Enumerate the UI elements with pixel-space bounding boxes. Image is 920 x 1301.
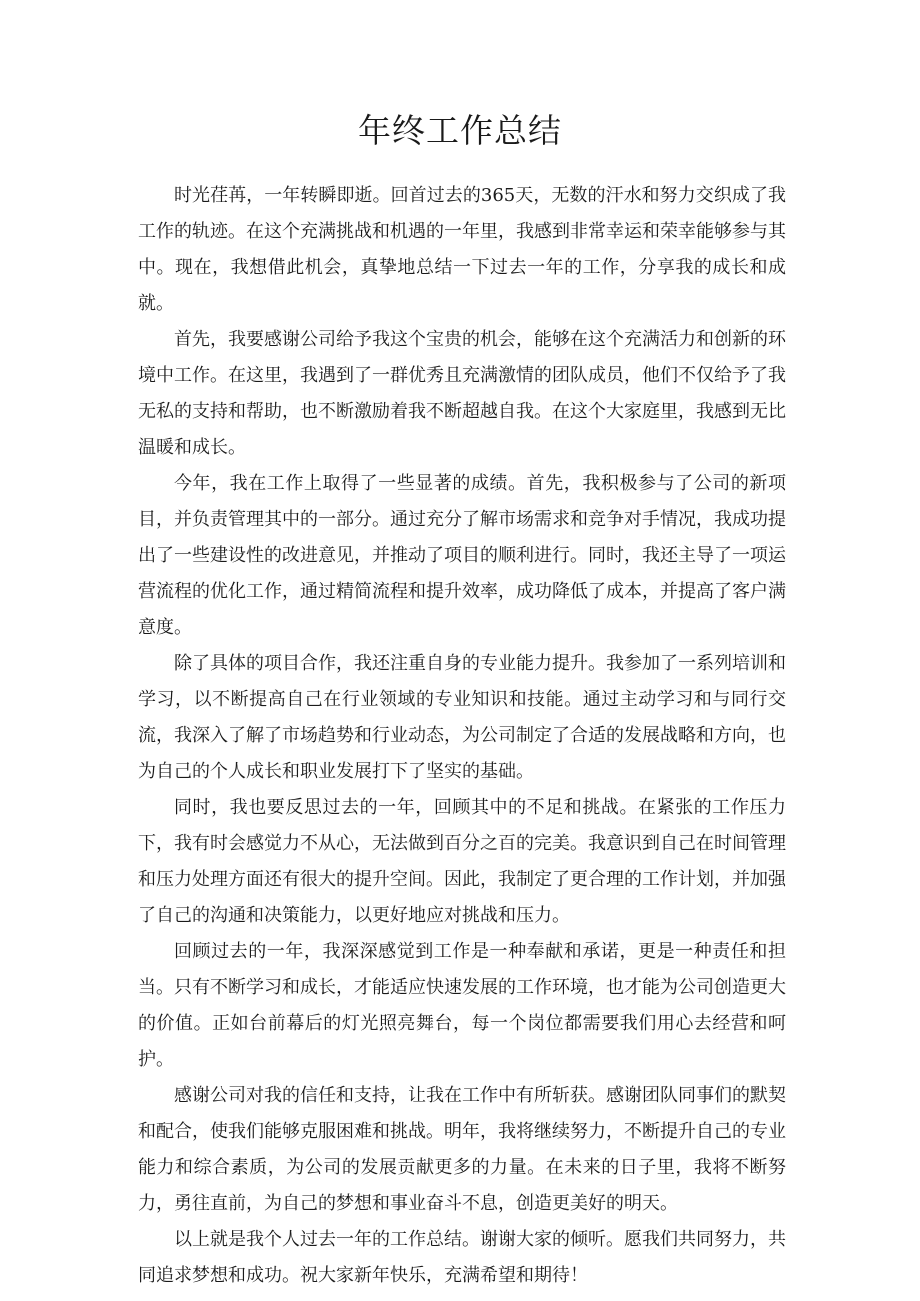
paragraph-6: 回顾过去的一年，我深深感觉到工作是一种奉献和承诺，更是一种责任和担当。只有不断学习和成长，才能适应快速发展的工作环境，也才能为公司创造更大的价值。正如台前幕后的灯光照亮舞台，每一个岗位都需要我们用心去经营和呵护。 bbox=[138, 941, 786, 1070]
document-body bbox=[138, 178, 786, 1294]
document-title: 年终工作总结 bbox=[358, 111, 562, 150]
paragraph-5: 同时，我也要反思过去的一年，回顾其中的不足和挑战。在紧张的工作压力下，我有时会感觉力不从心，无法做到百分之百的完美。我意识到自己在时间管理和压力处理方面还有很大的提升空间。因此，我制定了更合理的工作计划，并加强了自己的沟通和决策能力，以更好地应对挑战和压力。 bbox=[138, 797, 786, 926]
paragraph-2: 首先，我要感谢公司给予我这个宝贵的机会，能够在这个充满活力和创新的环境中工作。在这里，我遇到了一群优秀且充满激情的团队成员，他们不仅给予了我无私的支持和帮助，也不断激励着我不断超越自我。在这个大家庭里，我感到无比温暖和成长。 bbox=[138, 329, 786, 458]
paragraph-1: 时光荏苒，一年转瞬即逝。回首过去的365天，无数的汗水和努力交织成了我工作的轨迹。在这个充满挑战和机遇的一年里，我感到非常幸运和荣幸能够参与其中。现在，我想借此机会，真挚地总结一下过去一年的工作，分享我的成长和成就。 bbox=[138, 185, 786, 314]
paragraph-3: 今年，我在工作上取得了一些显著的成绩。首先，我积极参与了公司的新项目，并负责管理其中的一部分。通过充分了解市场需求和竞争对手情况，我成功提出了一些建设性的改进意见，并推动了项目的顺利进行。同时，我还主导了一项运营流程的优化工作，通过精简流程和提升效率，成功降低了成本，并提高了客户满意度。 bbox=[138, 473, 786, 638]
paragraph-4: 除了具体的项目合作，我还注重自身的专业能力提升。我参加了一系列培训和学习，以不断提高自己在行业领域的专业知识和技能。通过主动学习和与同行交流，我深入了解了市场趋势和行业动态，为公司制定了合适的发展战略和方向，也为自己的个人成长和职业发展打下了坚实的基础。 bbox=[138, 653, 786, 782]
paragraph-8: 以上就是我个人过去一年的工作总结。谢谢大家的倾听。愿我们共同努力，共同追求梦想和成功。祝大家新年快乐，充满希望和期待！ bbox=[138, 1229, 786, 1286]
paragraph-7: 感谢公司对我的信任和支持，让我在工作中有所斩获。感谢团队同事们的默契和配合，使我们能够克服困难和挑战。明年，我将继续努力，不断提升自己的专业能力和综合素质，为公司的发展贡献更多的力量。在未来的日子里，我将不断努力，勇往直前，为自己的梦想和事业奋斗不息，创造更美好的明天。 bbox=[138, 1085, 786, 1214]
